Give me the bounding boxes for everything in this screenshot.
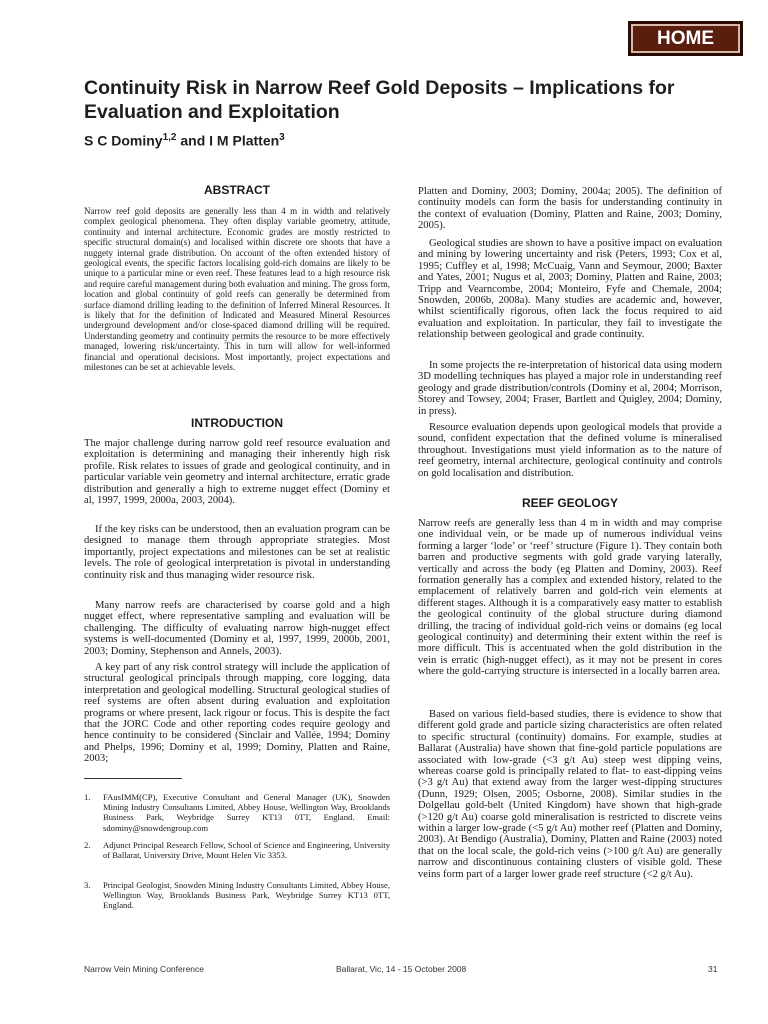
reef-geology-heading: REEF GEOLOGY <box>521 496 618 510</box>
footnote-1-text: FAusIMM(CP), Executive Consultant and General Manager (UK), Snowden Mining Industry Consultants Limited, Abbey House, Wellington Way, Brooklands Business Park, Weybridge Surrey KT13 0TT, England. Email: sdominy@snowdengroup.com <box>103 792 390 833</box>
footnote-2-text: Adjunct Principal Research Fellow, School of Science and Engineering, University of Ballarat, University Drive, Mount Helen Vic 3353. <box>103 840 390 861</box>
reef-paragraph-1: Narrow reefs are generally less than 4 m in width and may comprise one individual vein, or be made up of numerous individual veins forming a larger ‘lode’ or ‘reef’ structure (Figure 1). They contain both barren and productive segments with gold grade varying laterally, vertically and across the body (eg Platten and Dominy, 2003). Reef formation generally has a complex and extended history, related to the emplacement of relatively barren and gold-rich vein elements at different stages. Although it is a comparatively easy matter to establish the geological continuity of the global structure during diamond drilling, the tracing of individual gold-rich veins or domains (eg local geological continuity) and determining their extent within the reef is more difficult. This is accentuated when the gold distribution in the vein is erratic (high-nugget effect), as it may not be present in cores where the gold-carrying structure is intersected in a locally barren area. <box>418 518 722 678</box>
introduction-heading: INTRODUCTION <box>191 416 283 430</box>
footnote-1 <box>84 792 390 833</box>
abstract-heading: ABSTRACT <box>204 183 270 197</box>
footnote-divider <box>84 778 182 779</box>
footnote-3-number: 3. <box>84 880 91 890</box>
footnote-2-number: 2. <box>84 840 91 850</box>
footnote-3-text: Principal Geologist, Snowden Mining Industry Consultants Limited, Abbey House, Wellington Way, Brooklands Business Park, Weybridge Surrey KT13 0TT, England. <box>103 880 390 911</box>
footnote-3 <box>84 880 390 911</box>
footer-conference: Narrow Vein Mining Conference <box>84 964 205 974</box>
right-paragraph-3: In some projects the re-interpretation of historical data using modern 3D modelling techniques has played a major role in understanding reef geology and grade distribution/controls (Dominy et al, 2004; Morrison, Storey and Towsey, 2004; Fraser, Bartlett and Quigley, 2004; Dominy, in press). <box>418 360 722 417</box>
intro-paragraph-2: If the key risks can be understood, then an evaluation program can be designed to manage them through appropriate strategies. Most importantly, project expectations and milestones can be set at realistic levels. The role of geological interpretation is pivotal in understanding continuity risk and thus managing wider resource risk. <box>84 524 390 581</box>
author-1-affiliation: 1,2 <box>162 132 177 143</box>
footnote-1-number: 1. <box>84 792 91 802</box>
reef-paragraph-2: Based on various field-based studies, there is evidence to show that different gold grade and particle sizing characteristics are often related to specific structural (continuity) domains. For example, studies at Ballarat (Australia) have shown that fine-gold particle populations are associated with low-grade (<3 g/t Au) steep west dipping veins, whereas coarse gold is principally related to flat- to east-dipping veins (>3 g/t Au) that extend away from the larger west-dipping structures (Dunn, 1929; Olsen, 2005; Osborne, 2008). Similar studies in the Dolgellau gold-belt (United Kingdom) have shown that high-grade (>120 g/t Au) coarse gold mineralisation is restricted to discrete veins within a larger low-grade (<5 g/t Au) mother reef (Platten and Dominy, 2003). At Bendigo (Australia), Dominy, Platten and Raine (2003) noted that on the local scale, the gold-rich veins (>100 g/t Au) are generally narrow and discontinuous containing clusters of visible gold. These veins form part of a larger lower grade reef structure (<2 g/t Au). <box>418 709 722 880</box>
intro-paragraph-1: The major challenge during narrow gold reef resource evaluation and exploitation is determining and managing their inherently high risk profile. Risk relates to issues of grade and geological continuity, and in particular variable vein geometry and internal architecture, erratic grade distribution and generally a high to extreme nugget effect (Dominy et al, 1997, 1999, 2000a, 2003, 2004). <box>84 438 390 507</box>
paper-title: Continuity Risk in Narrow Reef Gold Deposits – Implications for Evaluation and Exploitation <box>84 77 675 123</box>
right-paragraph-2: Geological studies are shown to have a positive impact on evaluation and mining by lowering uncertainty and risk (Peters, 1993; Cox et al, 1995; Cuffley et al, 1998; McCuaig, Vann and Seymour, 2000; Baxter and Yates, 2001; Nugus et al, 2003; Dominy, Platten and Raine, 2003; Tripp and Vearncombe, 2004; Monteiro, Fyfe and Chemale, 2004; Snowden, 2006b, 2008a). Many studies are academic and, however, whilst scientifically rigorous, often lack the focus required to aid evaluation and exploitation. In particular, they fail to investigate the relationship between geological and grade continuity. <box>418 238 723 341</box>
author-line <box>84 132 285 149</box>
footnote-2 <box>84 840 390 860</box>
abstract-text: Narrow reef gold deposits are generally less than 4 m in width and relatively complex geological phenomena. They often display variable geometry, attitude, continuity and internal architecture. Economic grades are mostly restricted to specific structural domain(s) and localised within discrete ore shoots that have a nuggety internal grade distribution. On account of the often extended history of geological events, the specific factors localising gold-rich domains are likely to be unique to a particular mine or even reef. These features lead to a high resource risk and require careful management during both evaluation and mining. The gross form, location and global continuity of gold reefs can generally be determined from surface diamond drilling leading to the definition of Inferred Mineral Resources. It is likely that for the definition of Indicated and Measured Mineral Resources underground development and/or close-spaced diamond drilling will be required. Understanding geometry and continuity permits the resource to be more effectively managed, lowering risk/uncertainty. This in turn will allow for well-informed financial and operational decisions. Most importantly, project expectations and milestones can be set at achievable levels. <box>84 206 390 373</box>
intro-paragraph-3: Many narrow reefs are characterised by coarse gold and a high nugget effect, where representative sampling and evaluation will be challenging. The difficulty of evaluating narrow high-nugget effect systems is well-documented (Dominy et al, 1997, 1999, 2000b, 2001, 2003; Dominy, Stephenson and Annels, 2003). <box>84 600 390 657</box>
author-joiner: and I M Platten <box>176 132 280 149</box>
intro-paragraph-4: A key part of any risk control strategy will include the application of structural geological principals through mapping, core logging, data interpretation and geological modelling. Structural geological studies of reef systems are often absent during evaluation and exploitation programs or where present, lack rigour or focus. This is despite the fact that the JORC Code and other reporting codes require geology and hence continuity to be considered (Sinclair and Vallée, 1994; Dominy and Phelps, 1996; Dominy et al, 1999; Dominy, Platten and Raine, 2003; <box>84 662 390 765</box>
home-button[interactable]: HOME <box>628 21 743 56</box>
footer-page-number: 31 <box>708 964 718 974</box>
footer-location-date: Ballarat, Vic, 14 - 15 October 2008 <box>336 964 467 974</box>
author-2-affiliation: 3 <box>279 132 285 143</box>
right-paragraph-1: Platten and Dominy, 2003; Dominy, 2004a; 2005). The definition of continuity models can form the basis for understanding continuity in the context of evaluation (Dominy, Platten and Raine, 2003; Dominy, 2005). <box>418 186 722 232</box>
right-paragraph-4: Resource evaluation depends upon geological models that provide a sound, confident expectation that the defined volume is mineralised throughout. Investigations must yield information as to the nature of reef geometry, internal architecture, geological continuity and controls on gold localisation and distribution. <box>418 422 722 479</box>
author-1: S C Dominy <box>84 132 163 149</box>
